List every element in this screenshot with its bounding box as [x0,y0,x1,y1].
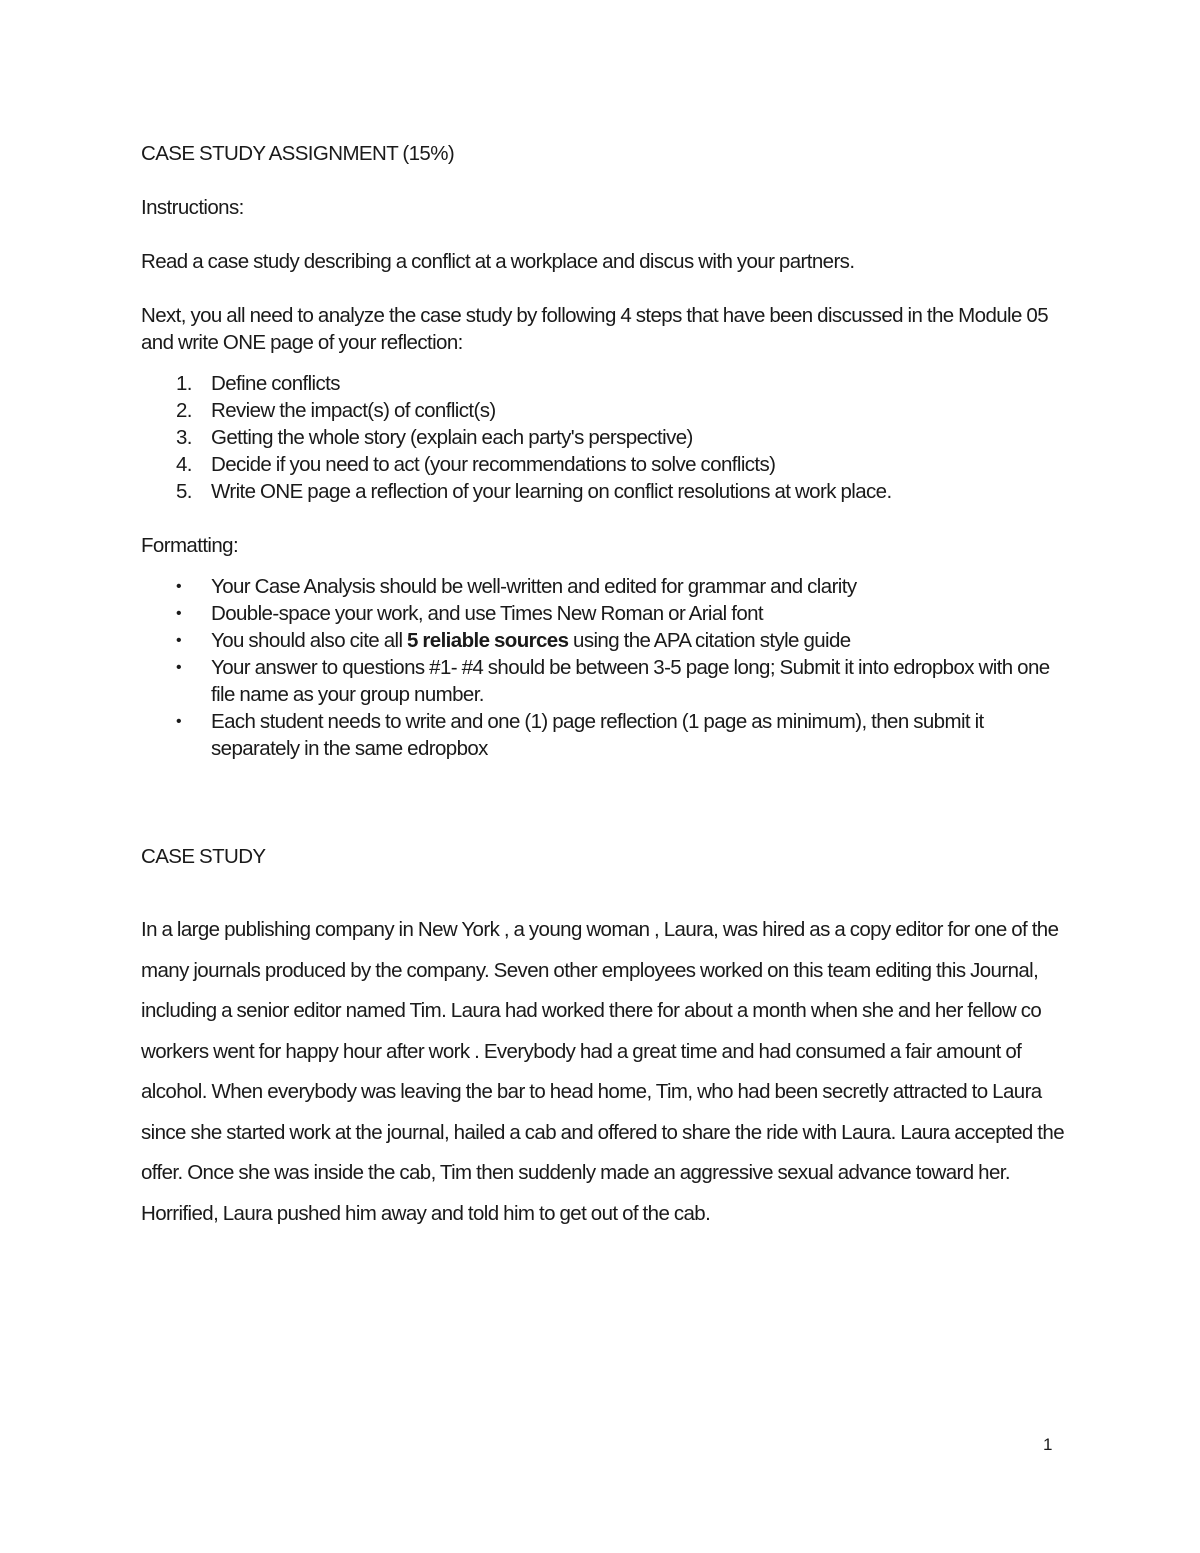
document-body [141,140,1064,1234]
page-number: 1 [1043,1435,1053,1454]
formatting-text-bold: 5 reliable sources [407,629,569,652]
read-paragraph: Read a case study describing a conflict at a workplace and discus with your partners. [141,250,855,273]
instructions-label: Instructions: [141,196,244,219]
formatting-text: Your answer to questions #1- #4 should be between 3-5 page long; Submit it into edropbox with one file name as your group number. [211,656,1050,706]
next-paragraph: Next, you all need to analyze the case study by following 4 steps that have been discussed in the Module 05 and write ONE page of your reflection: [141,304,1048,354]
step-number: 1. [176,372,192,395]
step-text: Decide if you need to act (your recommendations to solve conflicts) [211,453,776,476]
step-text: Review the impact(s) of conflict(s) [211,399,496,422]
bullet-icon: • [176,578,182,595]
formatting-text-before: You should also cite all [211,629,407,652]
step-number: 3. [176,426,192,449]
formatting-item [141,627,1061,654]
step-number: 5. [176,480,192,503]
formatting-label: Formatting: [141,534,239,557]
step-item [141,478,1061,505]
step-number: 4. [176,453,192,476]
bullet-icon: • [176,632,182,649]
formatting-list [141,573,1061,762]
step-item [141,370,1061,397]
bullet-icon: • [176,605,182,622]
formatting-text-after: using the APA citation style guide [568,629,851,652]
step-text: Define conflicts [211,372,340,395]
formatting-text: Double-space your work, and use Times New Roman or Arial font [211,602,764,625]
formatting-text: Each student needs to write and one (1) page reflection (1 page as minimum), then submit it separately in the same edropbox [211,710,984,760]
steps-list [141,370,1061,505]
bullet-icon: • [176,659,182,676]
bullet-icon: • [176,713,182,730]
formatting-item [141,600,1061,627]
step-text: Getting the whole story (explain each party's perspective) [211,426,693,449]
step-item [141,451,1061,478]
step-text: Write ONE page a reflection of your learning on conflict resolutions at work place. [211,480,892,503]
case-study-heading: CASE STUDY [141,845,266,868]
formatting-item [141,573,1061,600]
step-item [141,397,1061,424]
formatting-text: Your Case Analysis should be well-written and edited for grammar and clarity [211,575,857,598]
formatting-item [141,654,1061,708]
step-number: 2. [176,399,192,422]
document-title: CASE STUDY ASSIGNMENT (15%) [141,142,455,165]
case-study-text: In a large publishing company in New York , a young woman , Laura, was hired as a copy editor for one of the many journals produced by the company. Seven other employees worked on this team editing this Journal, including a senior editor named Tim. Laura had worked there for about a month when she and her fellow co workers went for happy hour after work . Everybody had a great time and had consumed a fair amount of alcohol. When everybody was leaving the bar to head home, Tim, who had been secretly attracted to Laura since she started work at the journal, hailed a cab and offered to share the ride with Laura. Laura accepted the offer. Once she was inside the cab, Tim then suddenly made an aggressive sexual advance toward her. Horrified, Laura pushed him away and told him to get out of the cab. [141,918,1064,1225]
formatting-item [141,708,1061,762]
step-item [141,424,1061,451]
